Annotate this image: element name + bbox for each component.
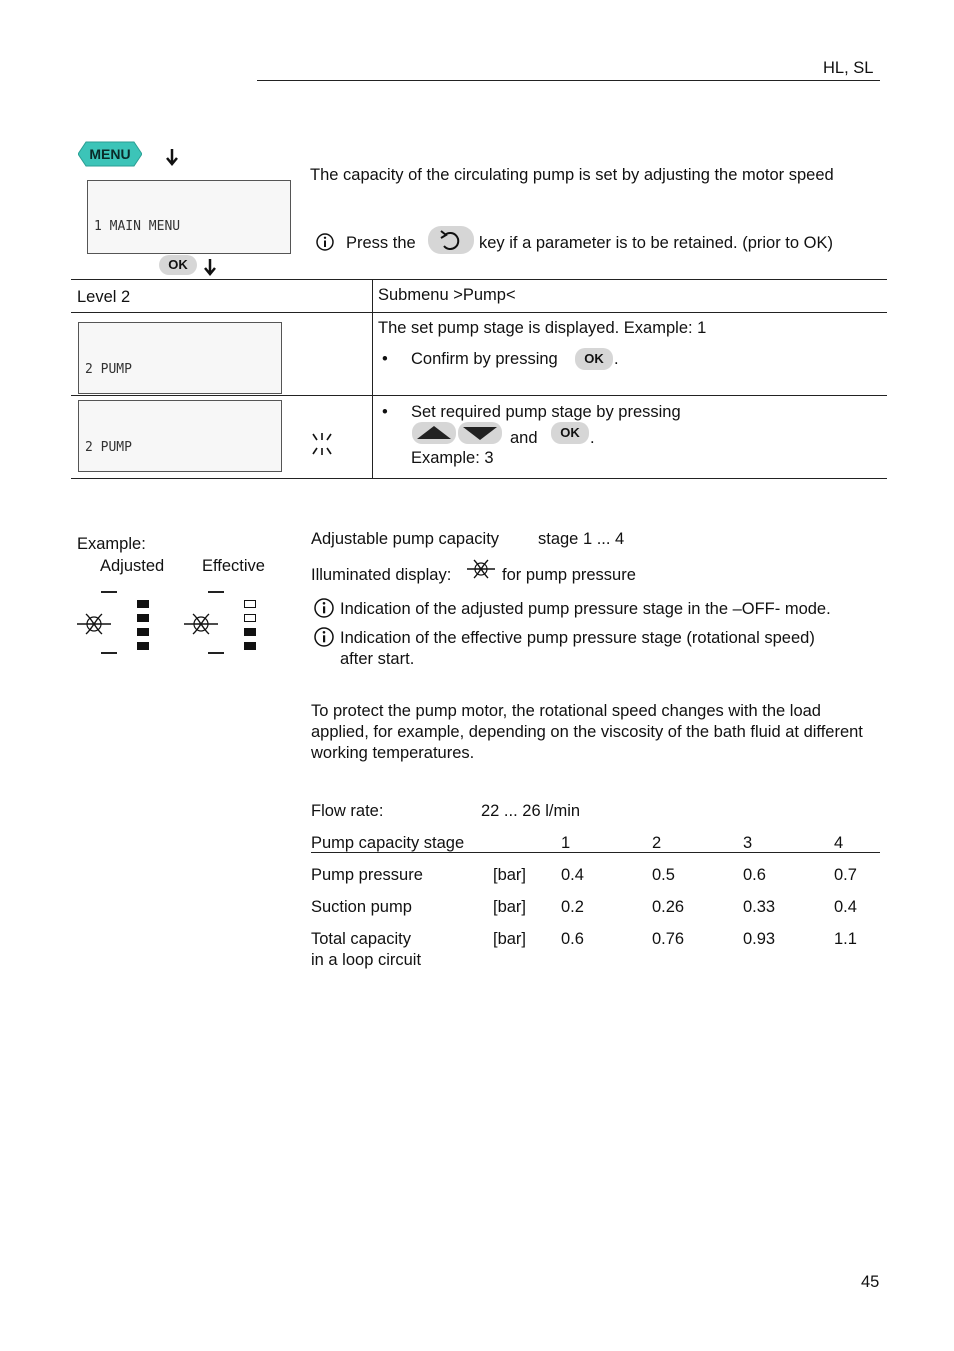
pump-row-name-cont: in a loop circuit	[311, 951, 422, 969]
pump-row-value: 0.76	[652, 930, 685, 948]
pump-table-header: Pump capacity stage	[311, 834, 465, 852]
example-title: Example:	[77, 535, 146, 553]
bullet: •	[382, 350, 388, 368]
submenu-label: Submenu >Pump<	[378, 286, 516, 304]
tick-mark	[208, 652, 224, 654]
row1-text: The set pump stage is displayed. Example: 1	[378, 319, 707, 337]
arrow-down-icon	[203, 258, 217, 281]
up-key-button[interactable]	[412, 422, 456, 444]
lcd-line: 2 PUMP	[85, 440, 132, 455]
blink-icon	[310, 432, 334, 461]
table-divider	[372, 279, 373, 479]
info-icon	[316, 233, 334, 251]
pump-row-unit: [bar]	[493, 898, 527, 916]
header-label: HL, SL	[823, 59, 874, 77]
adjusted-indicator	[76, 588, 156, 658]
menu-button-label: MENU	[89, 146, 131, 162]
pump-table-header-stage: 4	[834, 834, 844, 852]
row2-example: Example: 3	[411, 449, 494, 467]
pump-table-header-stage: 3	[743, 834, 753, 852]
page-number: 45	[861, 1273, 880, 1291]
illuminated-suffix: for pump pressure	[502, 566, 636, 584]
pump-row-name: Pump pressure	[311, 866, 423, 884]
level-label: Level 2	[77, 288, 131, 306]
and-text: and	[510, 429, 538, 447]
tick-mark	[101, 591, 117, 593]
ok-button[interactable]: OK	[159, 255, 197, 275]
pump-row-value: 1.1	[834, 930, 857, 948]
ok-button[interactable]: OK	[575, 348, 613, 370]
pump-row-value: 0.93	[743, 930, 776, 948]
pump-row-value: 0.6	[561, 930, 584, 948]
segment	[244, 628, 256, 636]
table-rule	[71, 478, 887, 479]
pump-display-1	[78, 322, 282, 394]
illuminated-prefix: Illuminated display:	[311, 566, 452, 584]
pump-row-value: 0.2	[561, 898, 584, 916]
pump-row-value: 0.26	[652, 898, 685, 916]
pump-icon	[466, 558, 496, 585]
segment	[244, 614, 256, 622]
info1-text: Indication of the adjusted pump pressure stage in the –OFF- mode.	[340, 600, 831, 618]
triangle-up-icon	[412, 422, 456, 444]
tick-mark	[101, 652, 117, 654]
table-rule	[71, 312, 887, 313]
lcd-line: 1 MAIN MENU	[94, 219, 181, 234]
key-note-text: key if a parameter is to be retained. (prior to OK)	[479, 234, 833, 252]
press-the-text: Press the	[346, 234, 416, 252]
intro-capacity-text: The capacity of the circulating pump is set by adjusting the motor speed	[310, 166, 834, 184]
main-menu-display	[87, 180, 291, 254]
capacity-value: stage 1 ... 4	[538, 530, 625, 548]
pump-row-value: 0.33	[743, 898, 776, 916]
triangle-down-icon	[458, 422, 502, 444]
pump-row-value: 0.5	[652, 866, 675, 884]
table-rule	[71, 279, 887, 280]
segment	[137, 614, 149, 622]
segment	[137, 600, 149, 608]
pump-row-name: Total capacity	[311, 930, 411, 948]
tick-mark	[208, 591, 224, 593]
down-key-button[interactable]	[458, 422, 502, 444]
pump-row-value: 0.4	[561, 866, 584, 884]
pump-table-header-stage: 1	[561, 834, 571, 852]
row1-bullet-text: Confirm by pressing	[411, 350, 558, 368]
pump-display-2	[78, 400, 282, 472]
pump-icon	[183, 611, 219, 637]
row2-bullet-text: Set required pump stage by pressing	[411, 403, 681, 421]
back-key-button[interactable]	[428, 226, 474, 254]
segment	[137, 642, 149, 650]
info-icon	[314, 598, 332, 616]
segment	[137, 628, 149, 636]
ok-button[interactable]: OK	[551, 422, 589, 444]
info2b-text: after start.	[340, 650, 415, 668]
pump-row-value: 0.6	[743, 866, 766, 884]
pump-table-rule	[311, 852, 880, 853]
effective-indicator	[183, 588, 263, 658]
pump-row-unit: [bar]	[493, 930, 527, 948]
pump-row-value: 0.7	[834, 866, 857, 884]
flow-value: 22 ... 26 l/min	[481, 802, 581, 820]
protect-text: To protect the pump motor, the rotational speed changes with the load applied, for example, depending on the viscosity of the bath fluid at different working temperatures.	[311, 702, 863, 762]
pump-row-name: Suction pump	[311, 898, 412, 916]
pump-icon	[76, 611, 112, 637]
segment	[244, 600, 256, 608]
bullet: •	[382, 403, 388, 421]
period: .	[614, 350, 619, 368]
menu-button[interactable]	[78, 141, 142, 167]
pump-table-header-stage: 2	[652, 834, 662, 852]
effective-label: Effective	[202, 557, 265, 575]
segment	[244, 642, 256, 650]
adjusted-label: Adjusted	[100, 557, 165, 575]
period: .	[590, 429, 595, 447]
header-rule	[257, 80, 880, 81]
info2-text: Indication of the effective pump pressure stage (rotational speed)	[340, 629, 815, 647]
info-icon	[314, 627, 332, 645]
table-rule	[71, 395, 887, 396]
arrow-down-icon	[165, 148, 179, 171]
pump-row-value: 0.4	[834, 898, 857, 916]
lcd-line: 2 PUMP	[85, 362, 132, 377]
capacity-label: Adjustable pump capacity	[311, 530, 500, 548]
back-arrow-icon	[428, 226, 474, 254]
pump-row-unit: [bar]	[493, 866, 527, 884]
flow-label: Flow rate:	[311, 802, 384, 820]
